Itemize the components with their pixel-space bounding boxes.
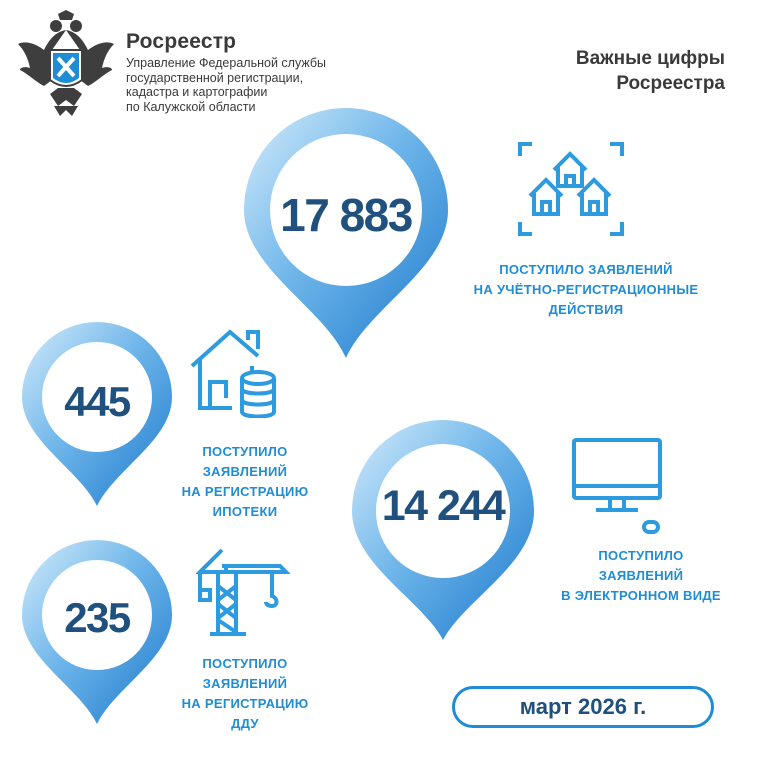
- stat-caption-line: ПОСТУПИЛО ЗАЯВЛЕНИЙ: [499, 262, 673, 277]
- stat-caption: [140, 654, 350, 734]
- stat-value: 14 244: [381, 482, 505, 530]
- page-title: [576, 46, 725, 96]
- stat-pin-total: [244, 108, 448, 360]
- stat-value: 17 883: [280, 189, 412, 241]
- org-line: кадастра и картографии: [126, 85, 268, 99]
- org-line: государственной регистрации,: [126, 70, 304, 85]
- org-line: Управление Федеральной службы: [126, 56, 326, 70]
- stat-value: 445: [64, 378, 130, 425]
- stat-caption-line: НА РЕГИСТРАЦИЮ: [181, 484, 309, 499]
- stat-caption: [426, 260, 746, 320]
- period-badge: март 2026 г.: [452, 686, 714, 728]
- computer-icon: [570, 436, 666, 536]
- stat-caption-line: НА УЧЁТНО-РЕГИСТРАЦИОННЫЕ: [473, 282, 699, 297]
- map-pin-icon: [352, 420, 534, 642]
- houses-icon: [516, 140, 626, 238]
- stat-caption-line: ПОСТУПИЛО: [202, 444, 288, 459]
- stat-caption-line: ПОСТУПИЛО: [202, 656, 288, 671]
- stat-caption-line: ДЕЙСТВИЯ: [548, 302, 624, 317]
- stat-caption-line: ЗАЯВЛЕНИЙ: [598, 568, 684, 583]
- stat-value: 235: [64, 594, 130, 641]
- stat-caption: [536, 546, 746, 606]
- stat-caption: [150, 442, 340, 522]
- org-line: по Калужской области: [126, 99, 256, 114]
- stat-caption-line: ЗАЯВЛЕНИЙ: [202, 464, 288, 479]
- rosreestr-emblem-icon: [14, 10, 118, 118]
- org-subtitle: [126, 56, 366, 114]
- stat-caption-line: ИПОТЕКИ: [212, 504, 278, 519]
- stat-caption-line: ЗАЯВЛЕНИЙ: [202, 676, 288, 691]
- crane-icon: [196, 546, 290, 642]
- stat-caption-line: ДДУ: [231, 716, 259, 731]
- page-title-line: Росреестра: [616, 73, 725, 94]
- stat-pin-electronic: [352, 420, 534, 642]
- page-title-line: Важные цифры: [575, 48, 725, 69]
- stat-caption-line: ПОСТУПИЛО: [598, 548, 684, 563]
- stat-caption-line: В ЭЛЕКТРОННОМ ВИДЕ: [561, 588, 721, 603]
- org-name: Росреестр: [126, 30, 237, 53]
- house-coins-icon: [188, 326, 280, 418]
- stat-caption-line: НА РЕГИСТРАЦИЮ: [181, 696, 309, 711]
